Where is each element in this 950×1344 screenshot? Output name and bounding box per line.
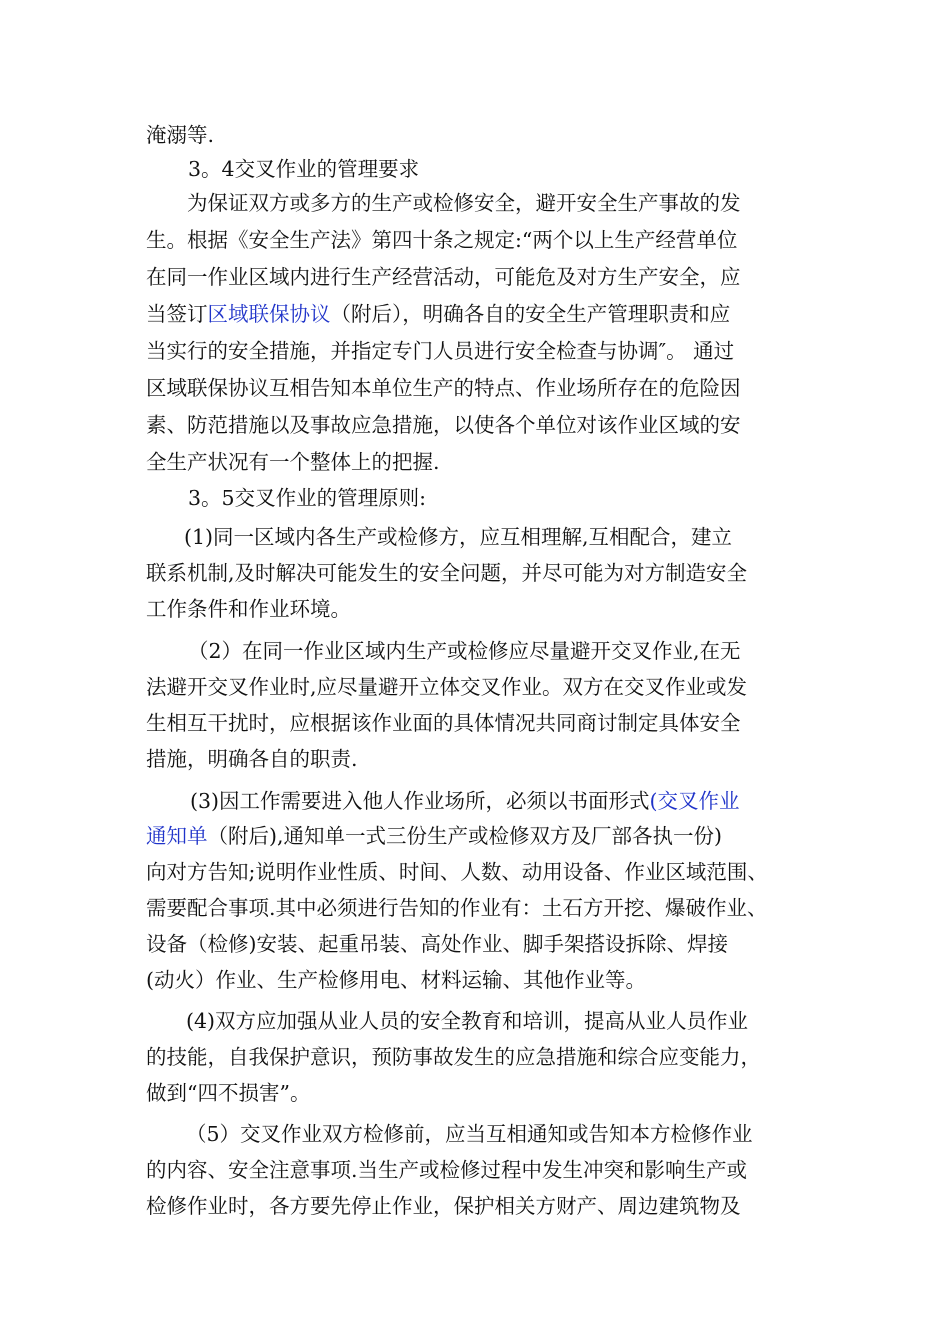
paragraph-line — [146, 299, 730, 329]
paragraph-line: 的技能，自我保护意识，预防事故发生的应急措施和综合应变能力， — [146, 1045, 761, 1069]
paragraph-line: 区域联保协议互相告知本单位生产的特点、作业场所存在的危险因 — [146, 376, 741, 400]
paragraph-line: （2）在同一作业区域内生产或检修应尽量避开交叉作业,在无 — [188, 639, 741, 663]
paragraph-line: 淹溺等. — [146, 123, 215, 147]
line-text: （附后),通知单一式三份生产或检修双方及厂部各执一份) — [207, 824, 723, 848]
paragraph-line: 做到“四不损害”。 — [146, 1081, 311, 1105]
paragraph-line: 在同一作业区域内进行生产经营活动，可能危及对方生产安全，应 — [146, 265, 741, 289]
paragraph-line: 全生产状况有一个整体上的把握. — [146, 450, 440, 474]
paragraph-line: 联系机制,及时解决可能发生的安全问题，并尽可能为对方制造安全 — [146, 561, 748, 585]
paragraph-line: 工作条件和作业环境。 — [146, 597, 351, 621]
paragraph-line: (4)双方应加强从业人员的安全教育和培训，提高从业人员作业 — [186, 1009, 749, 1033]
paragraph-line: （5）交叉作业双方检修前，应当互相通知或告知本方检修作业 — [186, 1122, 753, 1146]
paragraph-line: 检修作业时，各方要先停止作业，保护相关方财产、周边建筑物及 — [146, 1194, 741, 1218]
line-text: (3)因工作需要进入他人作业场所，必须以书面形式 — [190, 789, 650, 813]
section-heading-3-4: 3。4交叉作业的管理要求 — [188, 157, 420, 181]
paragraph-line: (1)同一区域内各生产或检修方，应互相理解,互相配合，建立 — [184, 525, 733, 549]
paragraph-line: (动火）作业、生产检修用电、材料运输、其他作业等。 — [146, 968, 646, 992]
section-heading-3-5: 3。5交叉作业的管理原则: — [188, 486, 426, 510]
paragraph-line: 法避开交叉作业时,应尽量避开立体交叉作业。双方在交叉作业或发 — [146, 675, 748, 699]
paragraph-line: 生。根据《安全生产法》第四十条之规定:“两个以上生产经营单位 — [146, 228, 738, 252]
paragraph-line — [190, 786, 740, 816]
paragraph-line — [146, 821, 722, 851]
paragraph-line: 生相互干扰时，应根据该作业面的具体情况共同商讨制定具体安全 — [146, 711, 741, 735]
paragraph-line: 需要配合事项.其中必须进行告知的作业有：土石方开挖、爆破作业、 — [146, 896, 768, 920]
paragraph-line: 向对方告知;说明作业性质、时间、人数、动用设备、作业区域范围、 — [146, 860, 768, 884]
cross-operation-notice-link[interactable]: (交叉作业 — [649, 789, 740, 813]
line-text: 当签订 — [146, 302, 208, 326]
paragraph-line: 的内容、安全注意事项.当生产或检修过程中发生冲突和影响生产或 — [146, 1158, 748, 1182]
paragraph-line: 设备（检修)安装、起重吊装、高处作业、脚手架搭设拆除、焊接 — [146, 932, 728, 956]
cross-operation-notice-link-continued[interactable]: 通知单 — [146, 824, 208, 848]
paragraph-line: 措施，明确各自的职责. — [146, 747, 358, 771]
line-text: （附后），明确各自的安全生产管理职责和应 — [330, 302, 731, 326]
paragraph-line: 素、防范措施以及事故应急措施，以使各个单位对该作业区域的安 — [146, 413, 741, 437]
paragraph-line: 为保证双方或多方的生产或检修安全，避开安全生产事故的发 — [187, 191, 741, 215]
regional-joint-protection-agreement-link[interactable]: 区域联保协议 — [207, 302, 331, 326]
paragraph-line: 当实行的安全措施，并指定专门人员进行安全检查与协调″。 通过 — [146, 339, 735, 363]
